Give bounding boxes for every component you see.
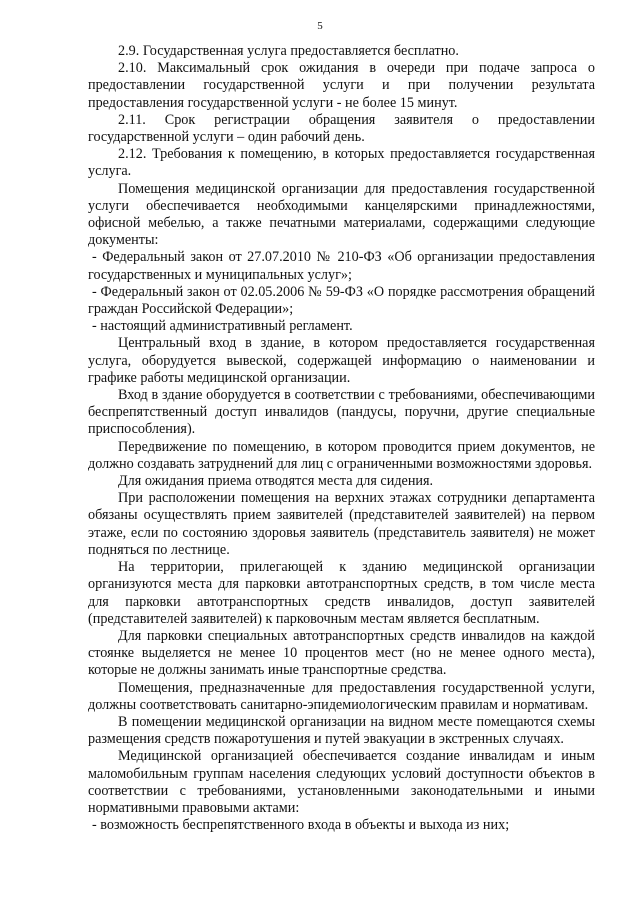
paragraph-entrance-accessibility: Вход в здание оборудуется в соответствии с требованиями, обеспечивающими беспрепятственный доступ инвалидов (пандусы, поручни, другие специальные приспособления). <box>88 387 595 438</box>
paragraph-sanitary-rules: Помещения, предназначенные для предоставления государственной услуги, должны соответствовать санитарно-эпидемиологическим правилам и нормативам. <box>88 679 595 713</box>
list-item-regulation: - настоящий административный регламент. <box>92 318 353 335</box>
paragraph-evacuation-schemes: В помещении медицинской организации на видном месте помещаются схемы размещения средств пожаротушения и путей эвакуации в экстренных случаях. <box>88 713 595 748</box>
paragraph-2-11: 2.11. Срок регистрации обращения заявителя о предоставлении государственной услуги – один рабочий день. <box>88 111 595 146</box>
paragraph-2-10: 2.10. Максимальный срок ожидания в очереди при подаче запроса о предоставлении государственной услуги и при получении результата предоставления государственной услуги - не более 15 минут. <box>88 60 595 111</box>
document-body <box>88 43 595 834</box>
paragraph-parking-territory: На территории, прилегающей к зданию медицинской организации организуются места для парковки автотранспортных средств, в том числе места для парковки автотранспортных средств инвалидов, доступ заявителей (представителей заявителей) к парковочным местам является бесплатным. <box>88 559 595 627</box>
list-item-law-59: - Федеральный закон от 02.05.2006 № 59-ФЗ «О порядке рассмотрения обращений граждан Российской Федерации»; <box>88 283 595 318</box>
list-item-free-entry: - возможность беспрепятственного входа в объекты и выхода из них; <box>92 817 510 834</box>
page-number: 5 <box>317 20 323 32</box>
paragraph-upper-floors: При расположении помещения на верхних этажах сотрудники департамента обязаны осуществлять прием заявителей (представителей заявителей) на первом этаже, если по состоянию здоровья заявитель (представитель заявителя) не может подняться по лестнице. <box>88 490 595 558</box>
paragraph-premises-equipment: Помещения медицинской организации для предоставления государственной услуги обеспечивается необходимыми канцелярскими принадлежностями, офисной мебелью, а также печатными материалами, содержащими следующие документы: <box>88 180 595 249</box>
list-item-law-210: - Федеральный закон от 27.07.2010 № 210-ФЗ «Об организации предоставления государственных и муниципальных услуг»; <box>88 249 595 283</box>
paragraph-waiting-seats: Для ожидания приема отводятся места для сидения. <box>118 473 434 490</box>
paragraph-central-entrance: Центральный вход в здание, в котором предоставляется государственная услуга, оборудуется вывеской, содержащей информацию о наименовании и графике работы медицинской организации. <box>88 335 595 386</box>
paragraph-accessibility-conditions: Медицинской организацией обеспечивается создание инвалидам и иным маломобильным группам населения следующих условий доступности объектов в соответствии с требованиями, установленными законодательными и иными нормативными правовыми актами: <box>88 748 595 816</box>
paragraph-movement: Передвижение по помещению, в котором проводится прием документов, не должно создавать затруднений для лиц с ограниченными возможностями здоровья. <box>88 438 595 472</box>
paragraph-parking-disabled: Для парковки специальных автотранспортных средств инвалидов на каждой стоянке выделяется не менее 10 процентов мест (но не менее одного места), которые не должны занимать иные транспортные средства. <box>88 627 595 679</box>
paragraph-2-12: 2.12. Требования к помещению, в которых предоставляется государственная услуга. <box>88 146 595 180</box>
paragraph-2-9: 2.9. Государственная услуга предоставляется бесплатно. <box>118 43 459 59</box>
